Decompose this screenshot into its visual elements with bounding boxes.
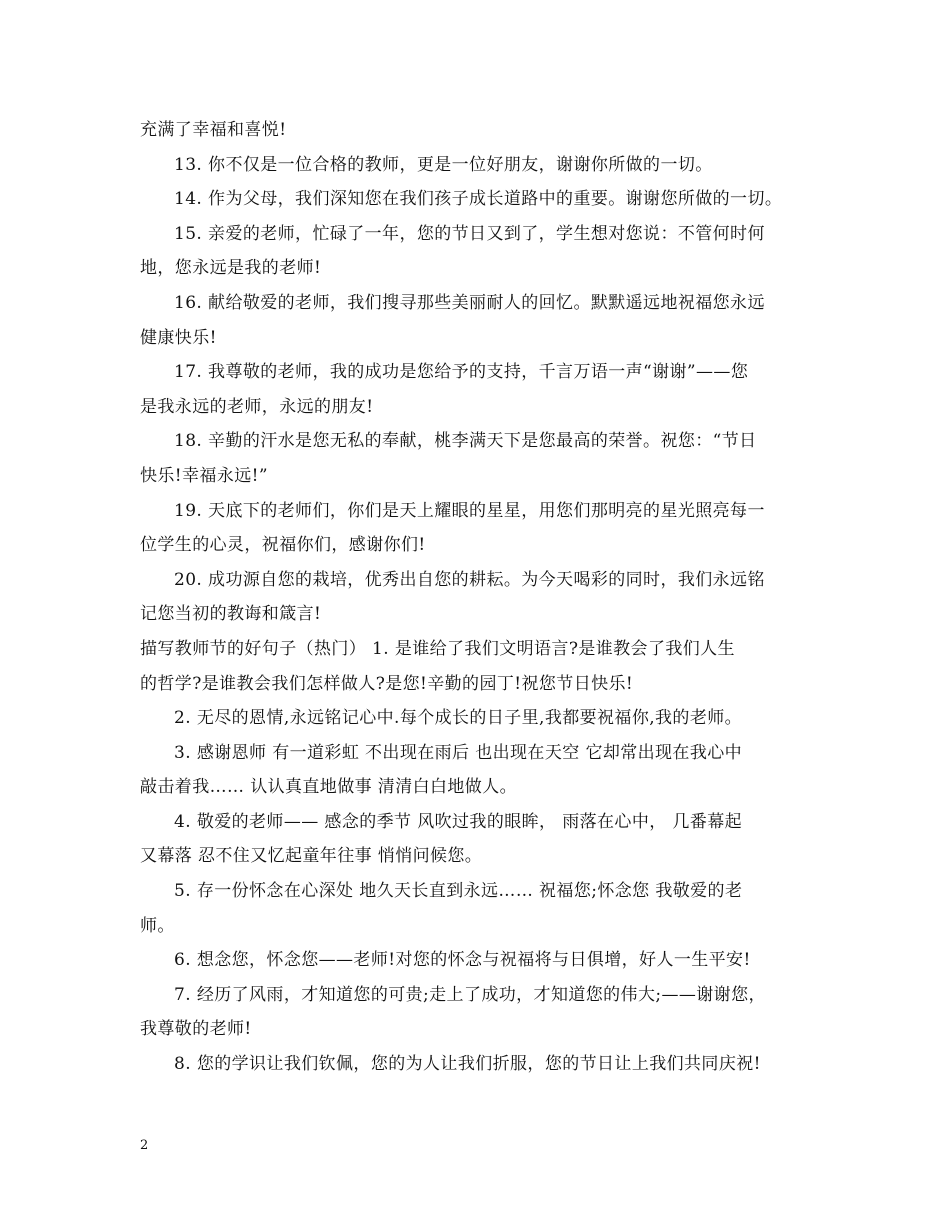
text-line: 描写教师节的好句子（热门） 1. 是谁给了我们文明语言?是谁教会了我们人生 bbox=[140, 638, 735, 659]
text-line: 位学生的心灵，祝福你们，感谢你们! bbox=[140, 535, 426, 556]
text-line: 18. 辛勤的汗水是您无私的奉献，桃李满天下是您最高的荣誉。祝您：“节日 bbox=[174, 431, 757, 452]
text-line: 19. 天底下的老师们，你们是天上耀眼的星星，用您们那明亮的星光照亮每一 bbox=[174, 500, 765, 521]
text-line: 16. 献给敬爱的老师，我们搜寻那些美丽耐人的回忆。默默遥远地祝福您永远 bbox=[174, 292, 765, 313]
text-line: 充满了幸福和喜悦! bbox=[140, 120, 287, 140]
text-line: 5. 存一份怀念在心深处 地久天长直到永远…… 祝福您;怀念您 我敬爱的老 bbox=[174, 881, 743, 902]
text-line: 13. 你不仅是一位合格的教师，更是一位好朋友，谢谢你所做的一切。 bbox=[174, 154, 713, 175]
text-line: 敲击着我…… 认认真直地做事 清清白白地做人。 bbox=[140, 777, 518, 798]
text-line: 8. 您的学识让我们钦佩，您的为人让我们折服，您的节日让上我们共同庆祝! bbox=[174, 1054, 761, 1075]
text-line: 6. 想念您，怀念您——老师!对您的怀念与祝福将与日俱增，好人一生平安! bbox=[174, 950, 751, 971]
text-line: 又幕落 忍不住又忆起童年往事 悄悄问候您。 bbox=[140, 846, 483, 867]
text-line: 15. 亲爱的老师，忙碌了一年，您的节日又到了，学生想对您说：不管何时何 bbox=[174, 223, 765, 244]
text-line: 是我永远的老师，永远的朋友! bbox=[140, 396, 374, 417]
text-line: 快乐!幸福永远!” bbox=[140, 465, 268, 486]
text-line: 4. 敬爱的老师—— 感念的季节 风吹过我的眼眸， 雨落在心中， 几番幕起 bbox=[174, 811, 743, 832]
text-line: 14. 作为父母，我们深知您在我们孩子成长道路中的重要。谢谢您所做的一切。 bbox=[174, 189, 783, 210]
text-line: 的哲学?是谁教会我们怎样做人?是您!辛勤的园丁!祝您节日快乐! bbox=[140, 673, 634, 694]
page-number: 2 bbox=[140, 1138, 149, 1153]
document-body bbox=[140, 113, 830, 1082]
text-line: 20. 成功源自您的栽培，优秀出自您的耕耘。为今天喝彩的同时，我们永远铭 bbox=[174, 569, 765, 590]
text-line: 3. 感谢恩师 有一道彩虹 不出现在雨后 也出现在天空 它却常出现在我心中 bbox=[174, 742, 743, 763]
text-line: 17. 我尊敬的老师，我的成功是您给予的支持，千言万语一声“谢谢”——您 bbox=[174, 362, 749, 383]
text-line: 我尊敬的老师! bbox=[140, 1019, 252, 1040]
text-line: 师。 bbox=[140, 915, 175, 936]
text-line: 记您当初的教诲和箴言! bbox=[140, 604, 322, 625]
text-line: 2. 无尽的恩情,永远铭记心中.每个成长的日子里,我都要祝福你,我的老师。 bbox=[174, 708, 743, 729]
text-line: 地，您永远是我的老师! bbox=[140, 258, 322, 279]
text-line: 健康快乐! bbox=[140, 327, 217, 348]
text-line: 7. 经历了风雨，才知道您的可贵;走上了成功，才知道您的伟大;——谢谢您， bbox=[174, 984, 766, 1005]
